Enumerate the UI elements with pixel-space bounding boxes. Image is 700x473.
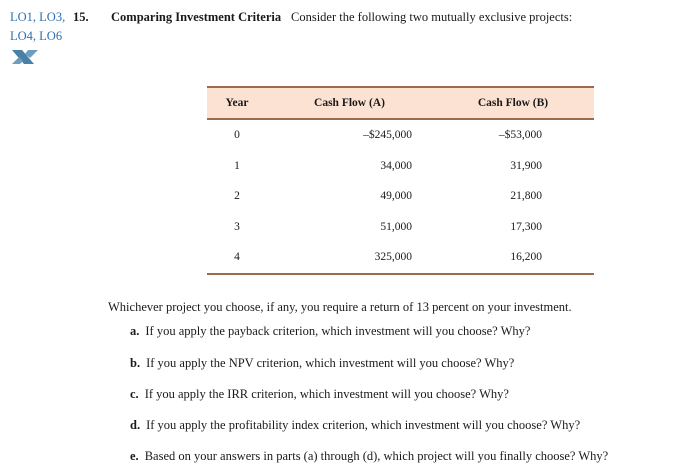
cash-flow-b-cell: 31,900 (510, 159, 542, 172)
question-text: If you apply the IRR criterion, which investment will you choose? Why? (144, 387, 509, 401)
cash-flow-b-cell: 16,200 (510, 251, 542, 264)
question-letter: e. (130, 449, 139, 463)
year-cell: 0 (234, 129, 240, 142)
learning-objectives-line2: LO4, LO6 (10, 29, 63, 43)
question-b (130, 356, 514, 371)
question-letter: b. (130, 356, 141, 370)
column-header-cash-flow-b: Cash Flow (B) (432, 87, 594, 119)
question-letter: a. (130, 324, 140, 338)
question-letter: c. (130, 387, 139, 401)
required-return-statement: Whichever project you choose, if any, you require a return of 13 percent on your investment. (108, 300, 572, 314)
year-cell: 3 (234, 220, 240, 233)
cash-flow-a-cell: 34,000 (380, 159, 412, 172)
table-row (207, 242, 594, 274)
table-header-row (207, 87, 594, 119)
question-e (130, 449, 608, 464)
question-c (130, 387, 509, 402)
question-text: Based on your answers in parts (a) through (d), which project will you finally choose? Why? (144, 449, 609, 463)
column-header-year: Year (207, 87, 267, 119)
year-cell: 4 (207, 242, 267, 274)
cash-flow-table (207, 86, 594, 275)
cash-flow-b-cell: –$53,000 (498, 129, 542, 142)
problem-number: 15. (73, 10, 89, 24)
table-row (207, 181, 594, 212)
cash-flow-a-cell: 49,000 (380, 190, 412, 203)
table-row (207, 212, 594, 243)
question-d (130, 418, 580, 433)
table-row (207, 119, 594, 151)
cash-flow-b-cell: 17,300 (510, 220, 542, 233)
learning-objectives-line1: LO1, LO3, (10, 10, 66, 24)
cash-flow-a-cell: 325,000 (374, 251, 412, 264)
x-connect-icon[interactable] (10, 48, 40, 66)
question-text: If you apply the profitability index criterion, which investment will you choose? Why? (146, 418, 581, 432)
table-row (207, 151, 594, 182)
cash-flow-a-cell: –$245,000 (363, 129, 412, 142)
year-cell: 2 (234, 190, 240, 203)
question-letter: d. (130, 418, 141, 432)
problem-title: Comparing Investment Criteria (111, 10, 282, 24)
year-cell: 1 (234, 159, 240, 172)
column-header-cash-flow-a: Cash Flow (A) (267, 87, 432, 119)
problem-prompt: Consider the following two mutually exclusive projects: (291, 10, 573, 24)
question-text: If you apply the NPV criterion, which investment will you choose? Why? (146, 356, 515, 370)
cash-flow-a-cell: 51,000 (380, 220, 412, 233)
cash-flow-b-cell: 21,800 (510, 190, 542, 203)
question-a (130, 324, 530, 339)
question-text: If you apply the payback criterion, which investment will you choose? Why? (145, 324, 531, 338)
